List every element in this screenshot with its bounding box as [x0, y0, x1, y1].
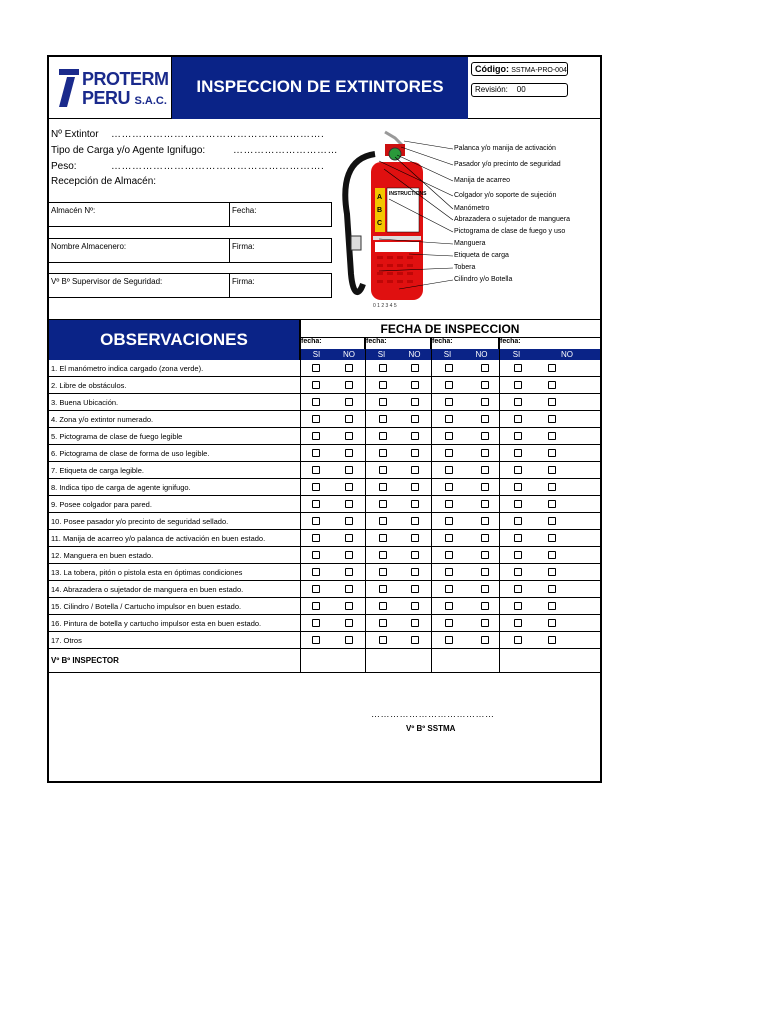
row-label: 10. Posee pasador y/o precinto de seguridad sellado.: [51, 517, 229, 526]
row-label: 14. Abrazadera o sujetador de manguera en buen estado.: [51, 585, 244, 594]
checkbox-si[interactable]: [379, 398, 387, 406]
checkbox-no[interactable]: [345, 517, 353, 525]
checkbox-si[interactable]: [514, 517, 522, 525]
checkbox-si[interactable]: [379, 381, 387, 389]
si-header-4: SI: [512, 350, 521, 359]
almacen-label: Almacén Nº:: [51, 206, 96, 215]
checkbox-no[interactable]: [481, 483, 489, 491]
checkbox-si[interactable]: [379, 568, 387, 576]
row-label: 17. Otros: [51, 636, 82, 645]
checkbox-si[interactable]: [445, 466, 453, 474]
checkbox-si[interactable]: [514, 483, 522, 491]
table-row: [49, 632, 600, 649]
table-row: [49, 428, 600, 445]
checkbox-no[interactable]: [548, 602, 556, 610]
checkbox-no[interactable]: [481, 636, 489, 644]
fecha-row: [300, 338, 600, 349]
column-divider: [431, 338, 432, 673]
checkbox-no[interactable]: [411, 534, 419, 542]
checkbox-no[interactable]: [411, 381, 419, 389]
firma-almacenero-label: Firma:: [232, 242, 255, 251]
logo-text-line2: PERU S.A.C.: [82, 88, 167, 108]
checkbox-si[interactable]: [514, 432, 522, 440]
checkbox-no[interactable]: [548, 364, 556, 372]
checkbox-no[interactable]: [481, 585, 489, 593]
checkbox-si[interactable]: [379, 483, 387, 491]
abc-label-a: A: [377, 194, 383, 201]
checkbox-no[interactable]: [411, 551, 419, 559]
checkbox-no[interactable]: [411, 466, 419, 474]
checkbox-si[interactable]: [514, 619, 522, 627]
si-header-3: SI: [443, 350, 452, 359]
scale-label: 0 1 2 3 4 5: [373, 303, 397, 309]
checkbox-si[interactable]: [312, 534, 320, 542]
checkbox-si[interactable]: [379, 517, 387, 525]
almacenero-label: Nombre Almacenero:: [51, 242, 127, 251]
supervisor-label: Vº Bº Supervisor de Seguridad:: [51, 277, 163, 286]
sstma-signature-line[interactable]: …………………………………: [371, 709, 495, 719]
checkbox-si[interactable]: [445, 449, 453, 457]
checkbox-si[interactable]: [445, 551, 453, 559]
callout-etiqueta: Etiqueta de carga: [454, 252, 509, 259]
fire-extinguisher-diagram: [337, 124, 437, 309]
table-row: [49, 479, 600, 496]
table-row: [49, 496, 600, 513]
fecha-cell-4[interactable]: fecha:: [500, 338, 521, 345]
checkbox-no[interactable]: [481, 432, 489, 440]
firma-supervisor-label: Firma:: [232, 277, 255, 286]
company-logo: [49, 57, 172, 119]
logo-mark-icon: [57, 69, 79, 107]
no-header-2: NO: [408, 350, 421, 359]
row-label: 2. Libre de obstáculos.: [51, 381, 127, 390]
column-divider: [499, 338, 500, 673]
table-row: [49, 513, 600, 530]
checkbox-no[interactable]: [411, 483, 419, 491]
callout-abrazadera: Abrazadera o sujetador de manguera: [454, 216, 570, 223]
checkbox-no[interactable]: [345, 483, 353, 491]
checkbox-no[interactable]: [481, 602, 489, 610]
checkbox-no[interactable]: [411, 415, 419, 423]
checkbox-no[interactable]: [345, 619, 353, 627]
table-row: [49, 581, 600, 598]
row-label: 8. Indica tipo de carga de agente ignifugo.: [51, 483, 191, 492]
revision-box: Revisión: 00: [471, 83, 568, 97]
checkbox-si[interactable]: [312, 449, 320, 457]
checkbox-no[interactable]: [411, 585, 419, 593]
checkbox-no[interactable]: [411, 568, 419, 576]
no-header-1: NO: [343, 350, 355, 359]
almacenero-box[interactable]: [49, 238, 332, 263]
peso-field[interactable]: …………………………………………………….: [111, 161, 325, 172]
checkbox-no[interactable]: [411, 517, 419, 525]
checkbox-si[interactable]: [379, 449, 387, 457]
checkbox-si[interactable]: [312, 364, 320, 372]
checkbox-si[interactable]: [379, 551, 387, 559]
checkbox-no[interactable]: [548, 432, 556, 440]
checkbox-si[interactable]: [514, 381, 522, 389]
supervisor-box[interactable]: [49, 273, 332, 298]
checkbox-no[interactable]: [345, 466, 353, 474]
callout-manguera: Manguera: [454, 240, 486, 247]
info-section: [49, 119, 600, 320]
checkbox-no[interactable]: [548, 619, 556, 627]
checkbox-si[interactable]: [379, 466, 387, 474]
checkbox-no[interactable]: [481, 449, 489, 457]
checkbox-si[interactable]: [312, 483, 320, 491]
si-header-2: SI: [377, 350, 386, 359]
row-label: 11. Manija de acarreo y/o palanca de activación en buen estado.: [51, 534, 266, 543]
fecha-inspeccion-header: FECHA DE INSPECCION: [300, 320, 600, 338]
checkbox-no[interactable]: [548, 466, 556, 474]
callout-manija: Manija de acarreo: [454, 177, 511, 184]
checkbox-no[interactable]: [481, 500, 489, 508]
checkbox-si[interactable]: [445, 432, 453, 440]
table-row: [49, 411, 600, 428]
checkbox-no[interactable]: [345, 585, 353, 593]
checkbox-no[interactable]: [481, 398, 489, 406]
checkbox-si[interactable]: [514, 534, 522, 542]
checkbox-si[interactable]: [312, 585, 320, 593]
callout-palanca: Palanca y/o manija de activación: [454, 145, 556, 152]
checkbox-si[interactable]: [312, 381, 320, 389]
column-divider: [300, 320, 301, 673]
checkbox-si[interactable]: [312, 568, 320, 576]
checkbox-no[interactable]: [411, 619, 419, 627]
sstma-label: Vº Bº SSTMA: [406, 724, 456, 733]
checkbox-no[interactable]: [481, 466, 489, 474]
checkbox-si[interactable]: [514, 500, 522, 508]
checkbox-si[interactable]: [312, 432, 320, 440]
fecha-recepcion-label: Fecha:: [232, 206, 257, 215]
checkbox-si[interactable]: [445, 500, 453, 508]
table-row: [49, 445, 600, 462]
observaciones-header: OBSERVACIONES: [49, 320, 300, 360]
checkbox-si[interactable]: [379, 500, 387, 508]
checkbox-no[interactable]: [345, 415, 353, 423]
checkbox-no[interactable]: [345, 398, 353, 406]
checkbox-no[interactable]: [411, 602, 419, 610]
checkbox-si[interactable]: [514, 466, 522, 474]
checkbox-no[interactable]: [481, 534, 489, 542]
table-row: [49, 377, 600, 394]
table-row: [49, 394, 600, 411]
checkbox-no[interactable]: [548, 636, 556, 644]
checkbox-no[interactable]: [481, 415, 489, 423]
form-title: INSPECCION DE EXTINTORES: [196, 77, 444, 96]
checkbox-si[interactable]: [514, 585, 522, 593]
checkbox-si[interactable]: [514, 636, 522, 644]
checkbox-si[interactable]: [445, 534, 453, 542]
checkbox-no[interactable]: [345, 568, 353, 576]
fecha-cell-3[interactable]: fecha:: [431, 338, 499, 349]
table-row: [49, 615, 600, 632]
checkbox-si[interactable]: [445, 585, 453, 593]
checkbox-no[interactable]: [411, 398, 419, 406]
row-label: 16. Pintura de botella y cartucho impulsor esta en buen estado.: [51, 619, 262, 628]
abc-label-b: B: [377, 207, 383, 214]
table-row: [49, 462, 600, 479]
checkbox-si[interactable]: [445, 602, 453, 610]
logo-text-line1: PROTERM: [82, 69, 169, 89]
row-label: 5. Pictograma de clase de fuego legible: [51, 432, 183, 441]
inspector-row: [49, 649, 600, 673]
checkbox-no[interactable]: [548, 483, 556, 491]
checkbox-si[interactable]: [379, 602, 387, 610]
checkbox-no[interactable]: [345, 534, 353, 542]
fecha-cell-1[interactable]: fecha:: [300, 338, 365, 349]
table-row: [49, 564, 600, 581]
checkbox-si[interactable]: [312, 398, 320, 406]
checkbox-si[interactable]: [379, 619, 387, 627]
checkbox-si[interactable]: [445, 398, 453, 406]
instructions-label: INSTRUCTIONS: [389, 191, 427, 197]
form-header: [49, 57, 600, 119]
row-label: 3. Buena Ubicación.: [51, 398, 119, 407]
checkbox-no[interactable]: [411, 364, 419, 372]
checkbox-si[interactable]: [445, 568, 453, 576]
checkbox-no[interactable]: [548, 585, 556, 593]
checkbox-si[interactable]: [379, 585, 387, 593]
callout-tobera: Tobera: [454, 264, 476, 271]
checkbox-no[interactable]: [411, 636, 419, 644]
row-label: 13. La tobera, pitón o pistola esta en óptimas condiciones: [51, 568, 243, 577]
codigo-box: Código: SSTMA-PRO-004: [471, 62, 568, 76]
checkbox-si[interactable]: [445, 636, 453, 644]
checkbox-no[interactable]: [345, 636, 353, 644]
checkbox-si[interactable]: [312, 500, 320, 508]
table-row: [49, 598, 600, 615]
checkbox-no[interactable]: [345, 381, 353, 389]
checkbox-si[interactable]: [379, 432, 387, 440]
row-label: 4. Zona y/o extintor numerado.: [51, 415, 154, 424]
checkbox-no[interactable]: [411, 432, 419, 440]
checkbox-si[interactable]: [445, 619, 453, 627]
callout-colgador: Colgador y/o soporte de sujeción: [454, 192, 557, 199]
checkbox-no[interactable]: [345, 432, 353, 440]
checkbox-no[interactable]: [548, 398, 556, 406]
checkbox-si[interactable]: [514, 568, 522, 576]
checkbox-si[interactable]: [379, 636, 387, 644]
checkbox-no[interactable]: [481, 551, 489, 559]
callout-manometro: Manómetro: [454, 205, 490, 212]
callout-pictograma: Pictograma de clase de fuego y uso: [454, 228, 566, 235]
callout-pasador: Pasador y/o precinto de seguridad: [454, 161, 561, 168]
row-label: 15. Cilindro / Botella / Cartucho impulsor en buen estado.: [51, 602, 242, 611]
checkbox-no[interactable]: [548, 534, 556, 542]
checkbox-no[interactable]: [345, 364, 353, 372]
checkbox-si[interactable]: [312, 619, 320, 627]
checkbox-no[interactable]: [345, 551, 353, 559]
checkbox-no[interactable]: [548, 415, 556, 423]
checkbox-si[interactable]: [379, 534, 387, 542]
extintor-label: Nº Extintor: [51, 129, 99, 140]
checkbox-si[interactable]: [445, 517, 453, 525]
checkbox-si[interactable]: [445, 415, 453, 423]
checkbox-no[interactable]: [481, 568, 489, 576]
checkbox-si[interactable]: [445, 483, 453, 491]
si-header-1: SI: [312, 350, 321, 359]
peso-label: Peso:: [51, 161, 77, 172]
checkbox-no[interactable]: [345, 500, 353, 508]
row-label: 12. Manguera en buen estado.: [51, 551, 154, 560]
checkbox-si[interactable]: [514, 415, 522, 423]
checkbox-no[interactable]: [411, 500, 419, 508]
row-label: 6. Pictograma de clase de forma de uso legible.: [51, 449, 210, 458]
checkbox-no[interactable]: [548, 517, 556, 525]
checkbox-no[interactable]: [548, 551, 556, 559]
checkbox-no[interactable]: [548, 381, 556, 389]
checkbox-si[interactable]: [379, 415, 387, 423]
form-title-box: [172, 57, 468, 119]
row-label: 9. Posee colgador para pared.: [51, 500, 152, 509]
table-row: [49, 360, 600, 377]
checkbox-si[interactable]: [312, 517, 320, 525]
checkbox-si[interactable]: [514, 449, 522, 457]
checkbox-si[interactable]: [312, 636, 320, 644]
extintor-field[interactable]: …………………………………………………….: [111, 129, 325, 140]
checkbox-si[interactable]: [312, 602, 320, 610]
si-no-header-row: [300, 349, 600, 360]
checkbox-no[interactable]: [481, 381, 489, 389]
checkbox-si[interactable]: [379, 364, 387, 372]
checkbox-si[interactable]: [445, 364, 453, 372]
checkbox-si[interactable]: [514, 398, 522, 406]
checkbox-si[interactable]: [312, 415, 320, 423]
checkbox-no[interactable]: [548, 449, 556, 457]
table-row: [49, 547, 600, 564]
checkbox-si[interactable]: [514, 364, 522, 372]
checkbox-si[interactable]: [514, 551, 522, 559]
recepcion-label: Recepción de Almacén:: [51, 176, 157, 187]
checkbox-si[interactable]: [312, 466, 320, 474]
checkbox-no[interactable]: [345, 449, 353, 457]
inspector-label: Vº Bº INSPECTOR: [51, 656, 119, 665]
abc-label-c: C: [377, 220, 383, 227]
inspection-form: [47, 55, 602, 783]
tipo-carga-field[interactable]: …………………………: [233, 145, 338, 156]
checkbox-no[interactable]: [481, 364, 489, 372]
row-label: 1. El manómetro indica cargado (zona verde).: [51, 364, 204, 373]
tipo-carga-label: Tipo de Carga y/o Agente Ignifugo:: [51, 145, 206, 156]
column-divider: [365, 338, 366, 673]
no-header-4: NO: [561, 350, 573, 359]
checkbox-si[interactable]: [445, 381, 453, 389]
checkbox-no[interactable]: [411, 449, 419, 457]
callout-cilindro: Cilindro y/o Botella: [454, 276, 513, 283]
checkbox-no[interactable]: [548, 500, 556, 508]
checkbox-no[interactable]: [548, 568, 556, 576]
table-row: [49, 530, 600, 547]
checkbox-si[interactable]: [514, 602, 522, 610]
fecha-cell-2[interactable]: fecha:: [365, 338, 431, 349]
almacen-box[interactable]: [49, 202, 332, 227]
checkbox-no[interactable]: [481, 517, 489, 525]
row-label: 7. Etiqueta de carga legible.: [51, 466, 144, 475]
checkbox-si[interactable]: [312, 551, 320, 559]
no-header-3: NO: [475, 350, 488, 359]
checkbox-no[interactable]: [345, 602, 353, 610]
checkbox-no[interactable]: [481, 619, 489, 627]
document-codes: [468, 57, 600, 119]
